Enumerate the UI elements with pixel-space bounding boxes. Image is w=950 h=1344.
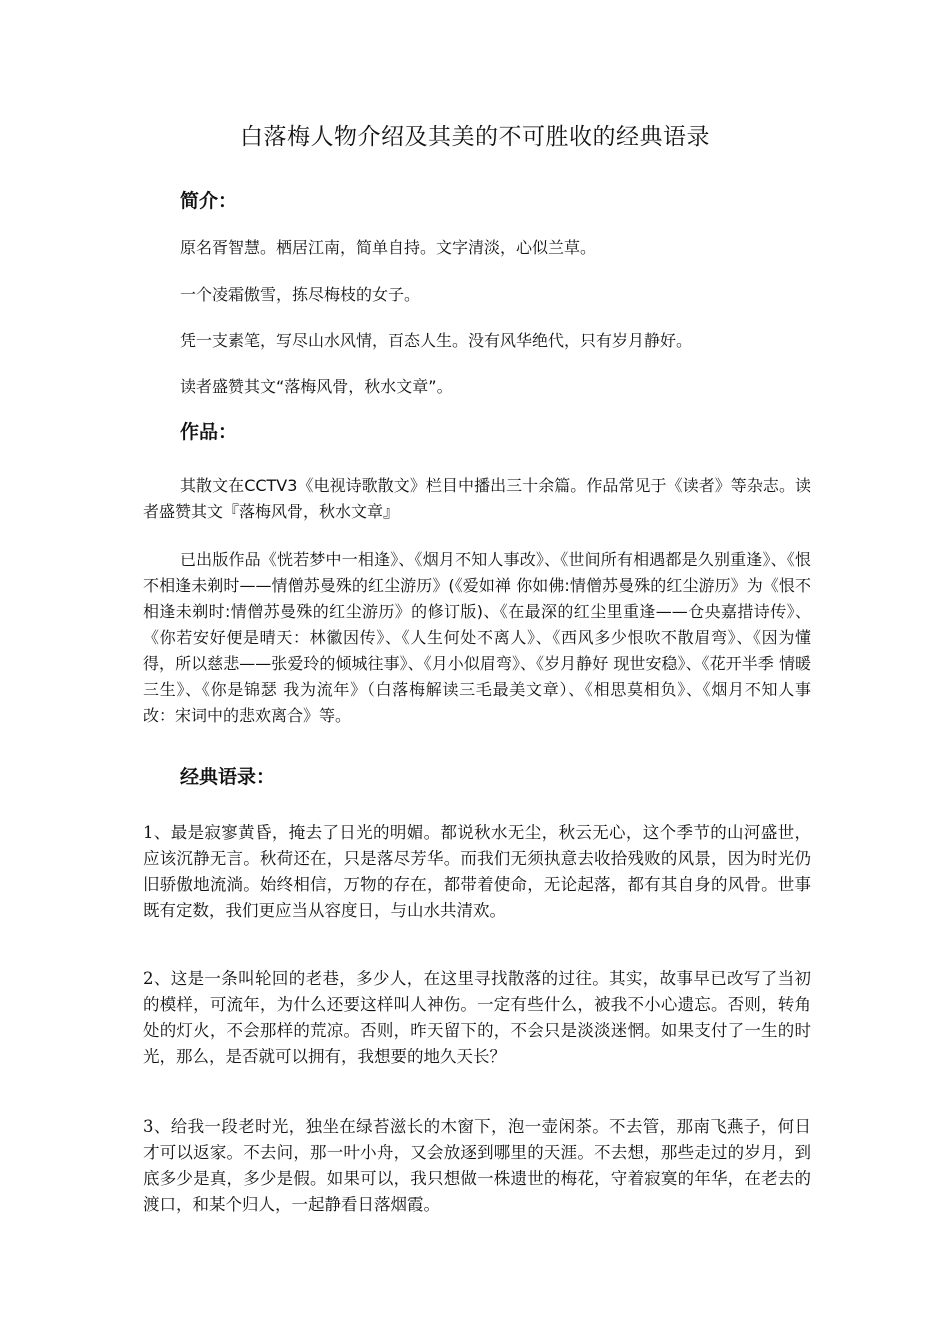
intro-line: 凭一支素笔，写尽山水风情，百态人生。没有风华绝代，只有岁月静好。 [180,331,693,350]
intro-line: 一个凌霜傲雪，拣尽梅枝的女子。 [180,285,421,304]
works-heading: 作品： [180,421,238,443]
quote-item: 1、最是寂寥黄昏，掩去了日光的明媚。都说秋水无尘，秋云无心，这个季节的山河盛世，应该沉静无言。秋荷还在，只是落尽芳华。而我们无须执意去收拾残败的风景，因为时光仍旧骄傲地流淌。始终相信，万物的存在，都带着使命，无论起落，都有其自身的风骨。世事既有定数，我们更应当从容度日，与山水共清欢。 [143,823,811,920]
intro-heading: 简介： [180,190,238,212]
intro-line: 读者盛赞其文“落梅风骨，秋水文章”。 [180,377,453,396]
quote-item: 2、这是一条叫轮回的老巷，多少人，在这里寻找散落的过往。其实，故事早已改写了当初的模样，可流年，为什么还要这样叫人神伤。一定有些什么，被我不小心遗忘。否则，转角处的灯火，不会那样的荒凉。否则，昨天留下的，不会只是淡淡迷惘。如果支付了一生的时光，那么，是否就可以拥有，我想要的地久天长？ [143,969,811,1066]
quote-item: 3、给我一段老时光，独坐在绿苔滋长的木窗下，泡一壶闲茶。不去管，那南飞燕子，何日才可以返家。不去问，那一叶小舟，又会放逐到哪里的天涯。不去想，那些走过的岁月，到底多少是真，多少是假。如果可以，我只想做一株遗世的梅花，守着寂寞的年华，在老去的渡口，和某个归人，一起静看日落烟霞。 [143,1117,811,1214]
works-paragraph: 其散文在CCTV3《电视诗歌散文》栏目中播出三十余篇。作品常见于《读者》等杂志。读者盛赞其文『落梅风骨，秋水文章』 [143,476,811,521]
quotes-heading: 经典语录： [180,766,276,788]
page-title: 白落梅人物介绍及其美的不可胜收的经典语录 [240,124,710,150]
intro-line: 原名胥智慧。栖居江南，简单自持。文字清淡，心似兰草。 [180,238,597,257]
works-paragraph: 已出版作品《恍若梦中一相逢》、《烟月不知人事改》、《世间所有相遇都是久别重逢》、《恨不相逢未剃时——情僧苏曼殊的红尘游历》(《爱如禅 你如佛:情僧苏曼殊的红尘游历》为《恨不相逢未剃时:情僧苏曼殊的红尘游历》的修订版)、《在最深的红尘里重逢——仓央嘉措诗传》、《你若安好便是晴天：林徽因传》、《人生何处不离人》、《西风多少恨吹不散眉弯》、《因为懂得，所以慈悲——张爱玲的倾城往事》、《月小似眉弯》、《岁月静好 现世安稳》、《花开半季 情暖三生》、《你是锦瑟 我为流年》（白落梅解读三毛最美文章）、《相思莫相负》、《烟月不知人事改：宋词中的悲欢离合》等。 [143,550,811,725]
